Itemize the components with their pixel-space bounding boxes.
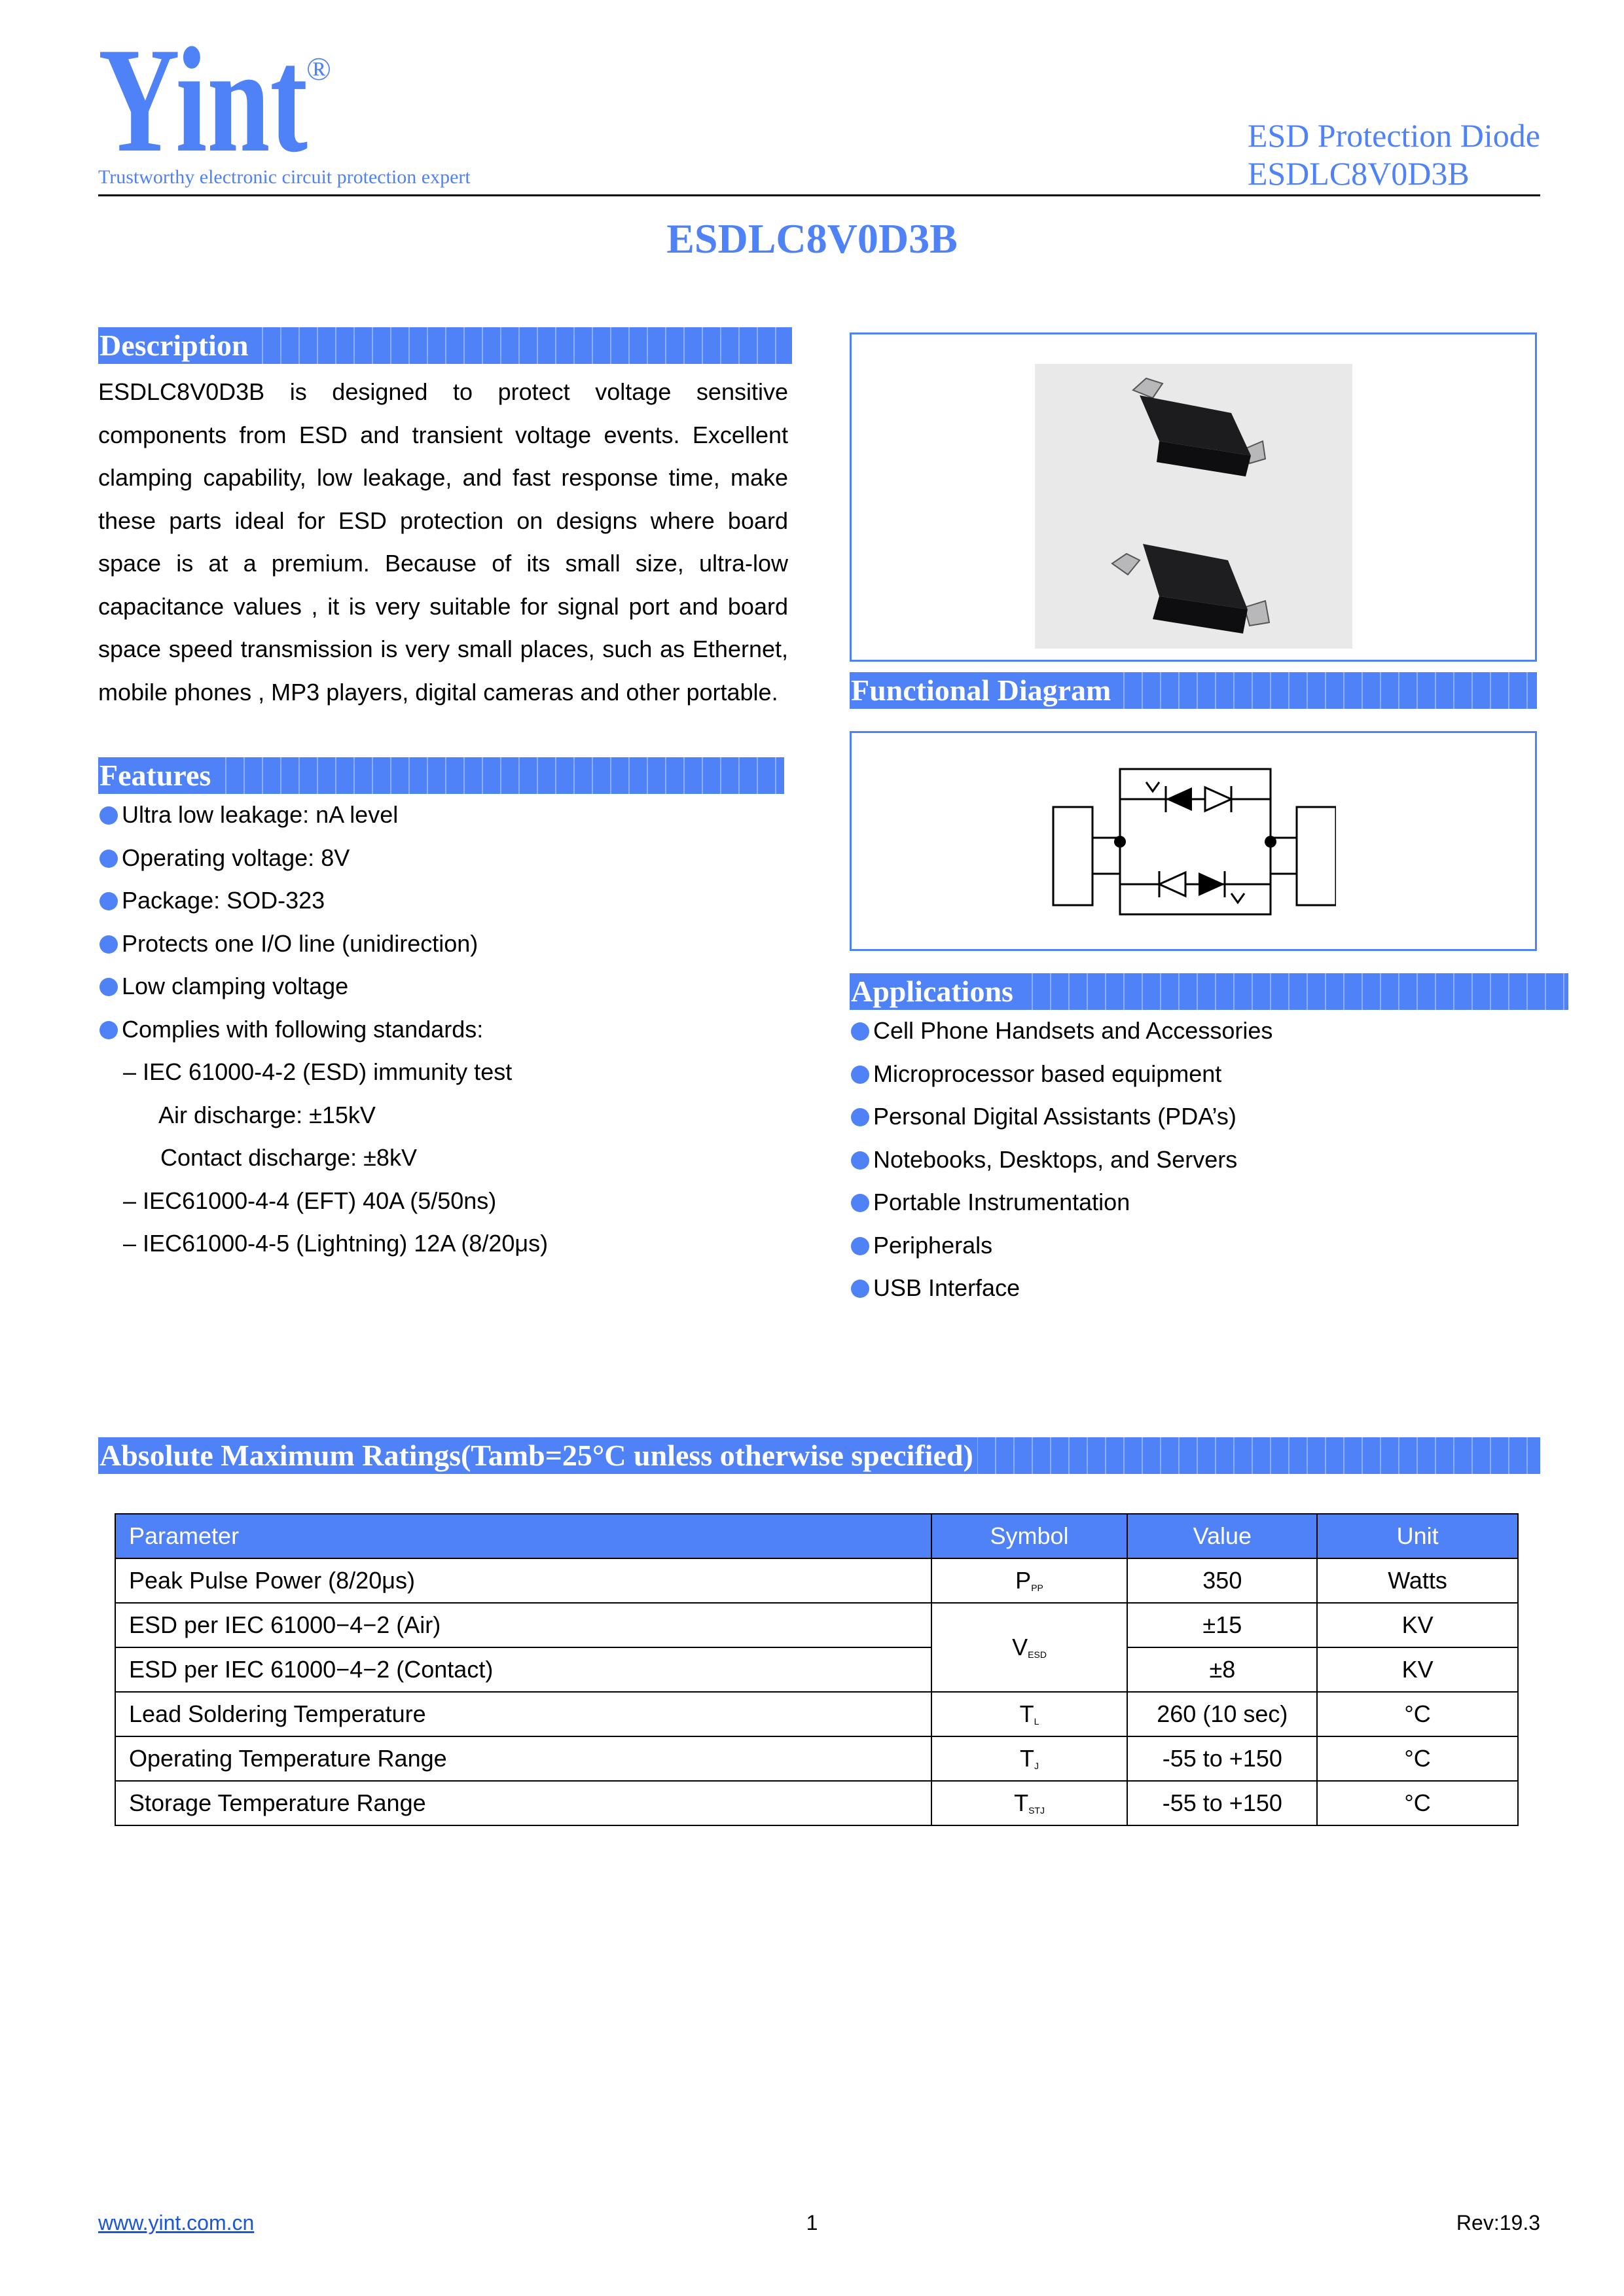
functional-diagram xyxy=(1048,762,1336,920)
cell-parameter: Lead Soldering Temperature xyxy=(115,1692,931,1736)
table-row xyxy=(115,1603,1518,1647)
applications-list xyxy=(851,1009,1272,1310)
bullet-icon xyxy=(99,978,118,996)
cell-symbol: $T_{STJ}$ xyxy=(931,1781,1128,1825)
header-divider xyxy=(98,194,1540,196)
header-part-number: ESDLC8V0D3B xyxy=(1247,155,1470,192)
bullet-icon xyxy=(99,850,118,868)
col-header-value: Value xyxy=(1127,1514,1317,1558)
application-item: Notebooks, Desktops, and Servers xyxy=(851,1138,1272,1181)
application-item: Cell Phone Handsets and Accessories xyxy=(851,1009,1272,1052)
col-header-unit: Unit xyxy=(1317,1514,1518,1558)
cell-symbol: $T_J$ xyxy=(931,1736,1128,1781)
pin-right-icon xyxy=(1297,807,1336,905)
footer-website-link[interactable]: www.yint.com.cn xyxy=(98,2211,255,2234)
table-header-row xyxy=(115,1514,1518,1558)
cell-symbol: $V_{ESD}$ xyxy=(931,1603,1128,1692)
cell-parameter: Peak Pulse Power (8/20μs) xyxy=(115,1558,931,1603)
table-row xyxy=(115,1647,1518,1692)
feature-item: Operating voltage: 8V xyxy=(99,836,548,880)
bullet-icon xyxy=(851,1108,869,1126)
col-header-parameter: Parameter xyxy=(115,1514,931,1558)
functional-diagram-heading: Functional Diagram xyxy=(850,672,1537,709)
company-tagline: Trustworthy electronic circuit protection expert xyxy=(98,166,471,188)
application-item: Microprocessor based equipment xyxy=(851,1052,1272,1096)
ratings-heading: Absolute Maximum Ratings(Tamb=25°C unless otherwise specified) xyxy=(98,1437,1540,1474)
table-row xyxy=(115,1781,1518,1825)
applications-heading: Applications xyxy=(850,973,1568,1010)
diode-outline-icon xyxy=(1159,872,1185,896)
bullet-icon xyxy=(99,935,118,954)
feature-item: Package: SOD-323 xyxy=(99,879,548,922)
standard-item: – IEC 61000-4-2 (ESD) immunity test xyxy=(123,1058,513,1085)
product-photo xyxy=(1035,364,1352,649)
features-list xyxy=(99,793,548,1265)
cell-value: -55 to +150 xyxy=(1127,1736,1317,1781)
cell-value: ±15 xyxy=(1127,1603,1317,1647)
functional-diagram-frame xyxy=(850,731,1537,951)
svg-text:®: ® xyxy=(306,50,331,87)
application-item: Personal Digital Assistants (PDA’s) xyxy=(851,1095,1272,1138)
bullet-icon xyxy=(99,806,118,825)
cell-value: ±8 xyxy=(1127,1647,1317,1692)
footer-page-number: 1 xyxy=(806,2211,818,2234)
cell-value: 350 xyxy=(1127,1558,1317,1603)
cell-parameter: Operating Temperature Range xyxy=(115,1736,931,1781)
standard-item: – IEC61000-4-4 (EFT) 40A (5/50ns) xyxy=(123,1187,497,1214)
ratings-table xyxy=(115,1513,1519,1826)
svg-text:Yint: Yint xyxy=(98,34,308,158)
document-title: ESDLC8V0D3B xyxy=(666,215,958,262)
cell-unit: KV xyxy=(1317,1603,1518,1647)
cell-unit: °C xyxy=(1317,1736,1518,1781)
cell-value: -55 to +150 xyxy=(1127,1781,1317,1825)
application-item: USB Interface xyxy=(851,1266,1272,1310)
diode-filled-icon xyxy=(1166,787,1192,811)
header-doc-type: ESD Protection Diode xyxy=(1247,117,1540,154)
product-photo-frame xyxy=(850,332,1537,662)
cell-symbol: $T_L$ xyxy=(931,1692,1128,1736)
cell-unit: Watts xyxy=(1317,1558,1518,1603)
diode-filled-icon xyxy=(1199,872,1225,896)
cell-value: 260 (10 sec) xyxy=(1127,1692,1317,1736)
standard-item: – IEC61000-4-5 (Lightning) 12A (8/20μs) xyxy=(123,1230,549,1257)
features-heading: Features xyxy=(98,757,784,794)
bullet-icon xyxy=(99,892,118,910)
cell-unit: °C xyxy=(1317,1692,1518,1736)
feature-item: Ultra low leakage: nA level xyxy=(99,793,548,836)
cell-unit: °C xyxy=(1317,1781,1518,1825)
description-text: ESDLC8V0D3B is designed to protect voltage sensitive components from ESD and transient voltage events. Excellent clamping capability, low leakage, and fast response time, make these parts ideal for ESD protection on designs where board space is at a premium. Because of its small size, ultra-low capacitance values , it is very suitable for signal port and board space speed transmission is very small places, such as Ethernet, mobile phones , MP3 players, digital cameras and other portable. xyxy=(98,378,788,706)
cell-unit: KV xyxy=(1317,1647,1518,1692)
application-item: Peripherals xyxy=(851,1224,1272,1267)
footer-revision: Rev:19.3 xyxy=(1456,2211,1540,2234)
table-row xyxy=(115,1692,1518,1736)
cell-parameter: Storage Temperature Range xyxy=(115,1781,931,1825)
bullet-icon xyxy=(851,1194,869,1212)
application-item: Portable Instrumentation xyxy=(851,1181,1272,1224)
cell-parameter: ESD per IEC 61000−4−2 (Air) xyxy=(115,1603,931,1647)
cell-symbol: $P_{PP}$ xyxy=(931,1558,1128,1603)
bullet-icon xyxy=(851,1151,869,1170)
cell-parameter: ESD per IEC 61000−4−2 (Contact) xyxy=(115,1647,931,1692)
pin-left-icon xyxy=(1053,807,1092,905)
standard-subitem: Contact discharge: ±8kV xyxy=(160,1144,417,1171)
bullet-icon xyxy=(851,1066,869,1084)
yint-logo xyxy=(98,34,347,158)
table-row xyxy=(115,1736,1518,1781)
bullet-icon xyxy=(851,1022,869,1041)
description-heading: Description xyxy=(98,327,792,364)
table-row xyxy=(115,1558,1518,1603)
col-header-symbol: Symbol xyxy=(931,1514,1128,1558)
bullet-icon xyxy=(851,1237,869,1255)
feature-item: Low clamping voltage xyxy=(99,965,548,1008)
feature-item: Protects one I/O line (unidirection) xyxy=(99,922,548,965)
header-doc-info xyxy=(1248,117,1540,192)
feature-item: Complies with following standards: xyxy=(99,1008,548,1051)
diode-outline-icon xyxy=(1205,787,1231,811)
bullet-icon xyxy=(99,1021,118,1039)
standard-subitem: Air discharge: ±15kV xyxy=(158,1101,376,1128)
bullet-icon xyxy=(851,1280,869,1298)
